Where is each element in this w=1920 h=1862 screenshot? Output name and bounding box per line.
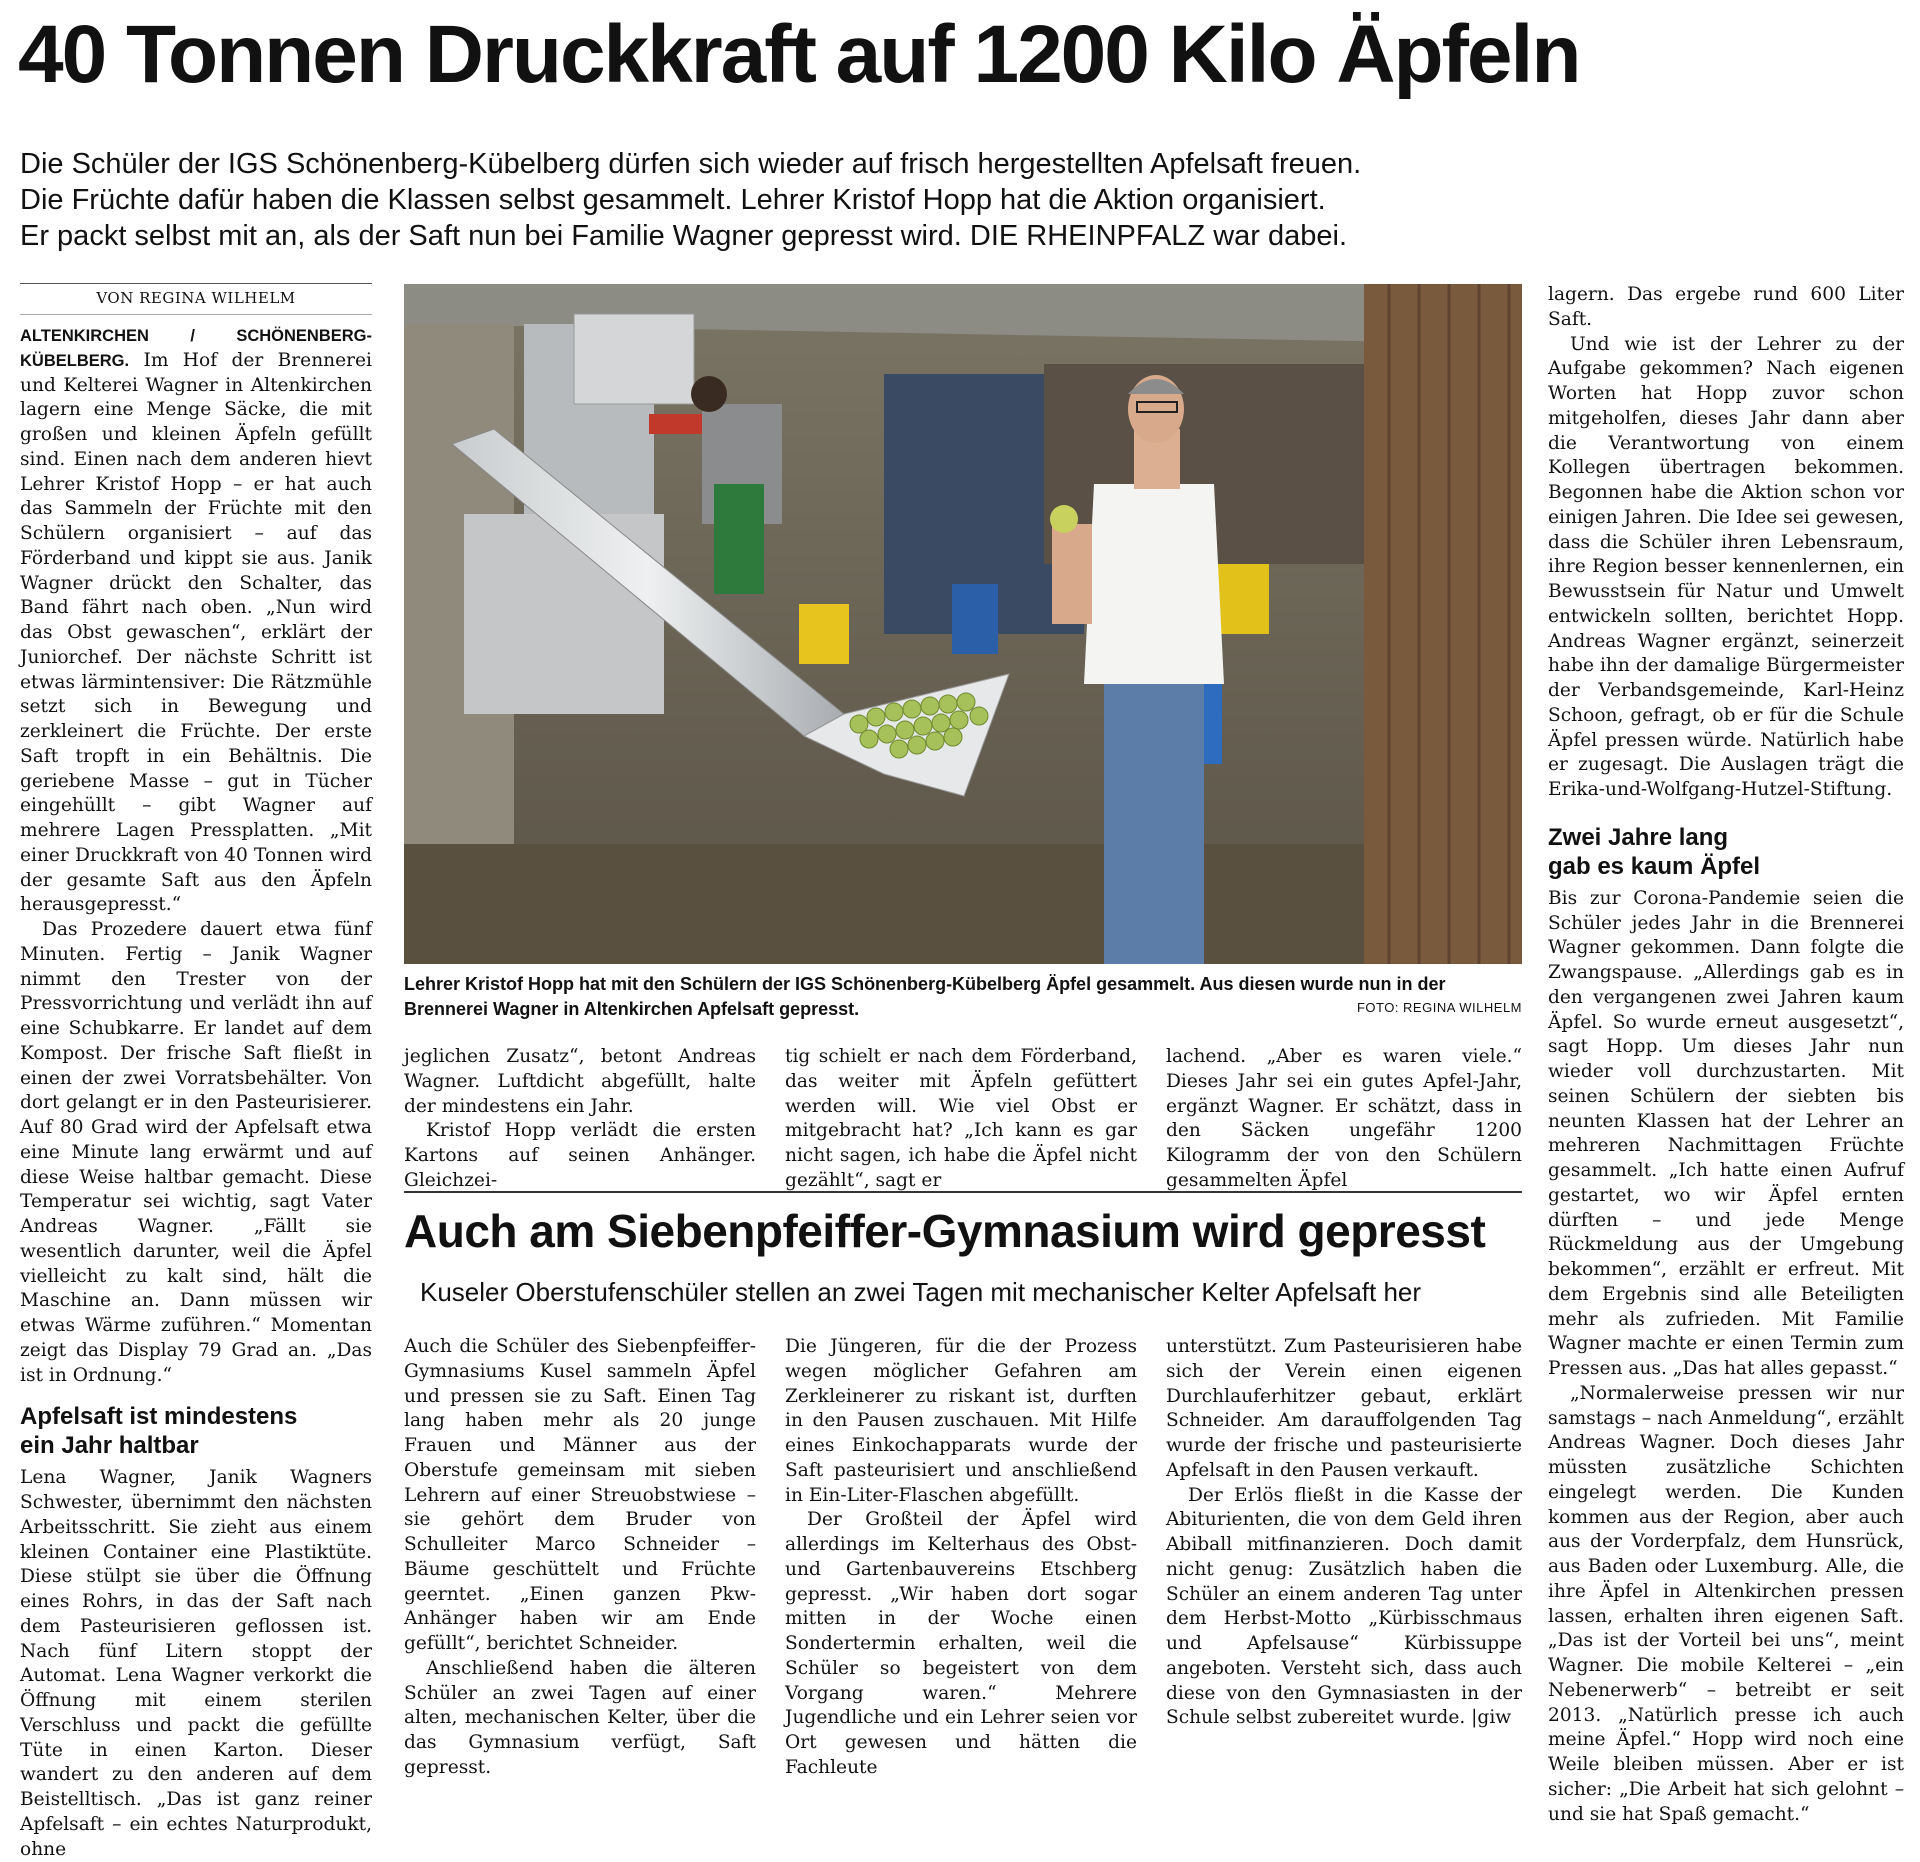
column-2-paragraph-1: jeglichen Zusatz“, betont Andreas Wagner. Luftdicht abgefüllt, halte der mindestens ein Jahr. [404, 1046, 756, 1117]
column-5-paragraph-2: Und wie ist der Lehrer zu der Aufgabe gekommen? Nach eigenen Worten hat Hopp zuvor schon mitgeholfen, dieses Jahr dann aber die Verantwortung von einem Kollegen übertragen bekommen. Begonnen habe die Aktion schon vor einigen Jahren. Die Idee sei gewesen, dass die Schüler ihren Lebensraum, ihre Region besser kennenlernen, ein Bewusstsein für Natur und Umwelt entwickeln sollten, berichtet Hopp. Andreas Wagner ergänzt, seinerzeit habe ihn der damalige Bürgermeister der Verbandsgemeinde, Karl-Heinz Schoon, gefragt, ob er für die Schule Äpfel pressen würde. Natürlich habe er zugesagt. Die Auslagen trägt die Erika-und-Wolfgang-Hutzel-Stiftung. [1548, 333, 1904, 800]
column-1-paragraph-2: Das Prozedere dauert etwa fünf Minuten. Fertig – Janik Wagner nimmt den Trester von der Pressvorrichtung und verlädt ihn auf eine Schubkarre. Er landet auf dem Kompost. Der frische Saft fließt in einen der zwei Vorratsbehälter. Von dort gelangt er in den Pasteurisierer. Auf 80 Grad wird der Apfelsaft etwa eine Minute lang erwärmt und auf diese Weise haltbar gemacht. Diese Temperatur sei wichtig, sagt Vater Andreas Wagner. „Fällt sie wesentlich darunter, weil die Äpfel vielleicht zu kalt sind, hält die Maschine an. Dann müssen wir etwas Wärme zuführen.“ Momentan zeigt das Display 79 Grad an. „Das ist in Ordnung.“ [20, 919, 372, 1386]
side-story-column-2 [785, 1335, 1137, 1781]
section-divider [404, 1191, 1522, 1193]
side-column-2-paragraph-2: Der Großteil der Äpfel wird allerdings im Kelterhaus des Obst- und Gartenbauvereins Etschberg gepresst. „Wir haben dort sogar mitten in der Woche einen Sondertermin erhalten, weil die Schüler so begeistert von dem Vorgang waren.“ Mehrere Jugendliche und ein Lehrer seien vor Ort gewesen und hätten die Fachleute [785, 1509, 1137, 1778]
side-story-subheadline: Kuseler Oberstufenschüler stellen an zwei Tagen mit mechanischer Kelter Apfelsaft her [420, 1277, 1422, 1307]
column-5-paragraph-3: Bis zur Corona-Pandemie seien die Schüler jedes Jahr in die Brennerei Wagner gekommen. Dann folgte die Zwangspause. „Allerdings gab es in den vergangenen zwei Jahren kaum Äpfel. So wurde erneut ausgesetzt“, sagt Hopp. Um dieses Jahr nun wieder voll durchzustarten. Mit seinen Schülern der siebten bis neunten Klassen hat der Lehrer an mehreren Nachmittagen Früchte gesammelt. „Ich hatte einen Aufruf gestartet, wo wir Äpfel ernten dürften – und jede Menge Rückmeldung aus der Umgebung bekommen“, erzählt er erfreut. Mit dem Ergebnis sind alle Beteiligten mehr als zufrieden. Mit Familie Wagner machte er einen Termin zum Pressen aus. „Das hat alles gepasst.“ [1548, 887, 1904, 1379]
side-column-1-paragraph-2: Anschließend haben die älteren Schüler an zwei Tagen auf einer alten, mechanischen Kelter, über die das Gymnasium verfügt, Saft gepresst. [404, 1657, 756, 1778]
side-story-headline: Auch am Siebenpfeiffer-Gymnasium wird gepresst [404, 1205, 1486, 1257]
side-column-1-paragraph-1: Auch die Schüler des Siebenpfeiffer-Gymnasiums Kusel sammeln Äpfel und pressen sie zu Saft. Einen Tag lang haben mehr als 20 junge Frauen und Männer aus der Oberstufe gemeinsam mit sieben Lehrern auf einer Streuobstwiese – sie gehört dem Bruder von Schulleiter Marco Schneider – Bäume geschüttelt und Früchte geerntet. „Einen ganzen Pkw-Anhänger haben wir am Ende gefüllt“, berichtet Schneider. [404, 1336, 756, 1654]
article-column-4 [1166, 1045, 1522, 1194]
dateline: ALTENKIRCHEN / SCHÖNENBERG-KÜBELBERG. [20, 327, 372, 370]
article-column-5 [1548, 283, 1904, 1827]
byline: VON REGINA WILHELM [20, 283, 372, 315]
side-column-3-paragraph-2: Der Erlös fließt in die Kasse der Abiturienten, die von dem Geld ihren Abiball mitfinanzieren. Doch damit nicht genug: Zusätzlich haben die Schüler an einem anderen Tag unter dem Herbst-Motto „Kürbisschmaus und Apfelsause“ Kürbissuppe angeboten. Versteht sich, dass auch diese von den Gymnasiasten in der Schule selbst zubereitet wurde. |giw [1166, 1484, 1522, 1729]
side-column-3-paragraph-1: unterstützt. Zum Pasteurisieren habe sich der Verein einen eigenen Durchlauferhitzer gebaut, erklärt Schneider. Am darauffolgenden Tag wurde der frische und pasteurisierte Apfelsaft in den Pausen verkauft. [1166, 1336, 1522, 1481]
photo-caption: Lehrer Kristof Hopp hat mit den Schülern der IGS Schönenberg-Kübelberg Äpfel gesammelt. Aus diesen wurde nun in der Brennerei Wagner in Altenkirchen Apfelsaft gepresst. [404, 974, 1446, 1019]
side-column-2-paragraph-1: Die Jüngeren, für die der Prozess wegen möglicher Gefahren am Zerkleinerer zu riskant ist, durften in den Pausen zuschauen. Mit Hilfe eines Einkochapparats wurde der Saft pasteurisiert und anschließend in Ein-Liter-Flaschen abgefüllt. [785, 1336, 1137, 1506]
column-2-paragraph-2: Kristof Hopp verlädt die ersten Kartons auf seinen Anhänger. Gleichzei- [404, 1120, 756, 1191]
article-photo [404, 284, 1522, 964]
column-1-paragraph-3: Lena Wagner, Janik Wagners Schwester, übernimmt den nächsten Arbeitsschritt. Sie zieht aus einem kleinen Container eine Plastiktüte. Diese stülpt sie über die Öffnung eines Rohrs, in das der Saft nach dem Pasteurisieren geflossen ist. Nach fünf Litern stoppt der Automat. Lena Wagner verkorkt die Öffnung mit einem sterilen Verschluss und packt die gefüllte Tüte in einen Karton. Dieser wandert zu den anderen auf dem Beistelltisch. „Das ist ganz reiner Apfelsaft – ein echtes Naturprodukt, ohne [20, 1467, 372, 1860]
subheading-haltbar: Apfelsaft ist mindestens ein Jahr haltbar [20, 1403, 298, 1460]
column-5-paragraph-4: „Normalerweise pressen wir nur samstags – nach Anmeldung“, erzählt Andreas Wagner. Doch dieses Jahr müssten zusätzliche Schichten eingelegt werden. Die Kunden kommen aus der Region, aber auch aus der Vorderpfalz, dem Hunsrück, aus Baden oder Luxemburg. Alle, die ihre Äpfel in Altenkirchen pressen lassen, erhalten ihren eigenen Saft. „Das ist der Vorteil bei uns“, meint Wagner. Die mobile Kelterei – „ein Nebenerwerb“ – betreibt er seit 2013. „Natürlich presse ich auch meine Äpfel.“ Hopp wird noch eine Weile bleiben müssen. Aber er ist sicher: „Die Arbeit hat sich gelohnt – und sie hat Spaß gemacht.“ [1548, 1382, 1904, 1825]
column-5-paragraph-1: lagern. Das ergebe rund 600 Liter Saft. [1548, 284, 1904, 330]
lead-paragraph: Die Schüler der IGS Schönenberg-Kübelberg dürfen sich wieder auf frisch hergestellten Apfelsaft freuen. Die Früchte dafür haben die Klassen selbst gesammelt. Lehrer Kristof Hopp hat die Aktion organisiert. Er packt selbst mit an, als der Saft nun bei Familie Wagner gepresst wird. DIE RHEINPFALZ war dabei. [20, 148, 1362, 252]
subheading-zwei-jahre: Zwei Jahre lang gab es kaum Äpfel [1548, 823, 1761, 880]
column-3-paragraph-1: tig schielt er nach dem Förderband, das weiter mit Äpfeln gefüttert werden will. Wie viel Obst er mitgebracht hat? „Ich kann es gar nicht sagen, ich habe die Äpfel nicht gezählt“, sagt er [785, 1046, 1137, 1191]
article-column-1 [20, 324, 372, 1862]
headline: 40 Tonnen Druckkraft auf 1200 Kilo Äpfeln [18, 9, 1580, 100]
column-1-paragraph-1 [20, 324, 372, 918]
column-4-paragraph-1: lachend. „Aber es waren viele.“ Dieses Jahr sei ein gutes Apfel-Jahr, ergänzt Wagner. Er schätzt, dass in den Säcken ungefähr 1200 Kilogramm der von den Schülern gesammelten Äpfel [1166, 1046, 1522, 1191]
side-story-column-3 [1166, 1335, 1522, 1731]
column-1-text-1: Im Hof der Brennerei und Kelterei Wagner in Altenkirchen lagern eine Menge Säcke, die mit großen und kleinen Äpfeln gefüllt sind. Einen nach dem anderen hievt Lehrer Kristof Hopp – er hat auch das Sammeln der Früchte mit den Schülern organisiert – auf das Förderband und kippt sie aus. Janik Wagner drückt den Schalter, das Band fährt nach oben. „Nun wird das Obst gewaschen“, erklärt der Juniorchef. Der nächste Schritt ist etwas lärmintensiver: Die Rätzmühle setzt sich in Bewegung und zerkleinert die Früchte. Der erste Saft tropft in ein Behältnis. Die geriebene Masse – gut in Tücher eingehüllt – gibt Wagner auf mehrere Lagen Pressplatten. „Mit einer Druckkraft von 40 Tonnen wird der gesamte Saft aus den Äpfeln herausgepresst.“ [20, 349, 372, 916]
article-column-2 [404, 1045, 756, 1194]
side-story-column-1 [404, 1335, 756, 1781]
article-column-3 [785, 1045, 1137, 1194]
photo-credit: FOTO: REGINA WILHELM [1356, 1000, 1522, 1015]
